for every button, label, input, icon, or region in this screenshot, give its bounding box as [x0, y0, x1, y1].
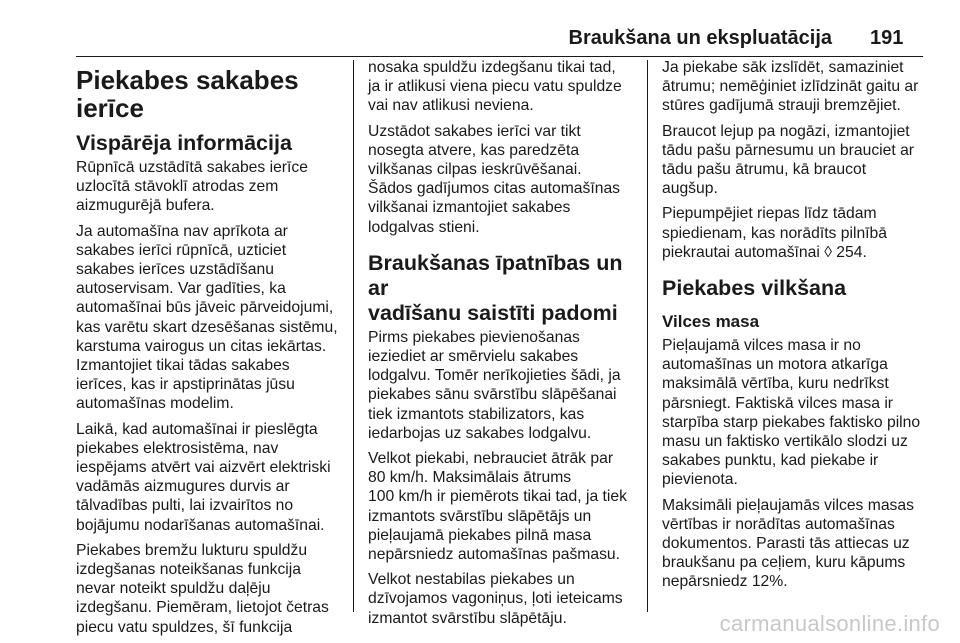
- paragraph: Uzstādot sakabes ierīci var tikt nosegta atvere, kas paredzēta vilkšanas cilpas ieskrūvēšanai. Šādos gadījumos citas automašīnas vilkšanai izmantojiet sakabes lodgalvas stieni.: [368, 122, 621, 236]
- column-divider-1: [353, 60, 354, 612]
- paragraph: Velkot nestabilas piekabes un dzīvojamos vagoniņus, ļoti ieteicams izmantot svārstību slāpētāju.: [368, 571, 623, 627]
- subsection-heading: Vispārēja informācija: [76, 131, 292, 155]
- column-3: [662, 58, 928, 598]
- paragraph: Pieļaujamā vilces masa ir no automašīnas un motora atkarīga maksimālā vērtība, kuru nedrīkst pārsniegt. Faktiskā vilces masa ir starpība starp piekabes faktisko pilno masu un faktisko vertikālo slodzi uz sakabes punktu, kad piekabe ir pievienota.: [662, 337, 921, 489]
- paragraph: Maksimāli pieļaujamās vilces masas vērtības ir norādītas automašīnas dokumentos. Parasti tās attiecas uz braukšanu pa ceļiem, kuru kāpums nepārsniedz 12%.: [662, 496, 914, 591]
- paragraph: Ja automašīna nav aprīkota ar sakabes ierīci rūpnīcā, uzticiet sakabes ierīces uzstādīšanu autoservisam. Var gadīties, ka automašīnai būs jāveic pārveidojumi, kas varētu skart dzesēšanas sistēmu, karstuma vairogus un citas iekārtas. Izmantojiet tikai tādas sakabes ierīces, kas ir apstiprinātas jūsu automašīnas modelim.: [76, 222, 338, 413]
- page-number: 191: [870, 27, 904, 49]
- column-divider-2: [647, 60, 648, 612]
- minor-heading: Vilces masa: [662, 312, 760, 332]
- paragraph: Braucot lejup pa nogāzi, izmantojiet tādu pašu pārnesumu un brauciet ar tādu pašu ātrumu, kā braucot augšup.: [662, 122, 915, 198]
- section-heading: Piekabes sakabes ierīce: [76, 65, 299, 123]
- paragraph: Rūpnīcā uzstādītā sakabes ierīce uzlocītā stāvoklī atrodas zem aizmugurējā bufera.: [76, 159, 308, 215]
- paragraph: Piekabes bremžu lukturu spuldžu izdegšanas noteikšanas funkcija nevar noteikt spuldžu daļēju izdegšanu. Piemēram, lietojot četras piecu vatu spuldzes, šī funkcija: [76, 541, 329, 636]
- subsection-heading: Piekabes vilkšana: [662, 276, 847, 301]
- paragraph: Pirms piekabes pievienošanas ieziediet ar smērvielu sakabes lodgalvu. Tomēr nerīkojieties šādi, ja piekabes sānu svārstību slāpēšanai tiek izmantots stabilizators, kas iedarbojas uz sakabes lodgalvu.: [368, 328, 621, 442]
- watermark: carmanualsonline.info: [719, 611, 940, 636]
- column-1: [76, 58, 350, 643]
- subsection-heading: Braukšanas īpatnības un ar vadīšanu saistīti padomi: [368, 250, 623, 325]
- paragraph: Ja piekabe sāk izslīdēt, samaziniet ātrumu; nemēģiniet izlīdzināt gaitu ar stūres gadījumā strauji bremzējiet.: [662, 59, 919, 115]
- header-rule: [76, 56, 923, 57]
- paragraph: Velkot piekabi, nebrauciet ātrāk par 80 km/h. Maksimālais ātrums 100 km/h ir piemērots tikai tad, ja tiek izmantots svārstību slāpētājs un pieļaujamā piekabes pilnā masa nepārsniedz automašīnas pašmasu.: [368, 450, 627, 564]
- column-2: [368, 58, 634, 634]
- running-header-title: Braukšana un ekspluatācija: [568, 27, 832, 49]
- paragraph: Piepumpējiet riepas līdz tādam spiedienam, kas norādīts pilnībā piekrautai automašīnai ◊ 254.: [662, 205, 887, 261]
- paragraph: Laikā, kad automašīnai ir pieslēgta piekabes elektrosistēma, nav iespējams atvērt vai aizvērt elektriski vadāmās aizmugures durvis ar tālvadības pulti, lai izvairītos no bojājumu nodarīšanas automašīnai.: [76, 420, 331, 534]
- paragraph: nosaka spuldžu izdegšanu tikai tad, ja ir atlikusi viena piecu vatu spuldze vai nav atlikusi neviena.: [368, 59, 622, 115]
